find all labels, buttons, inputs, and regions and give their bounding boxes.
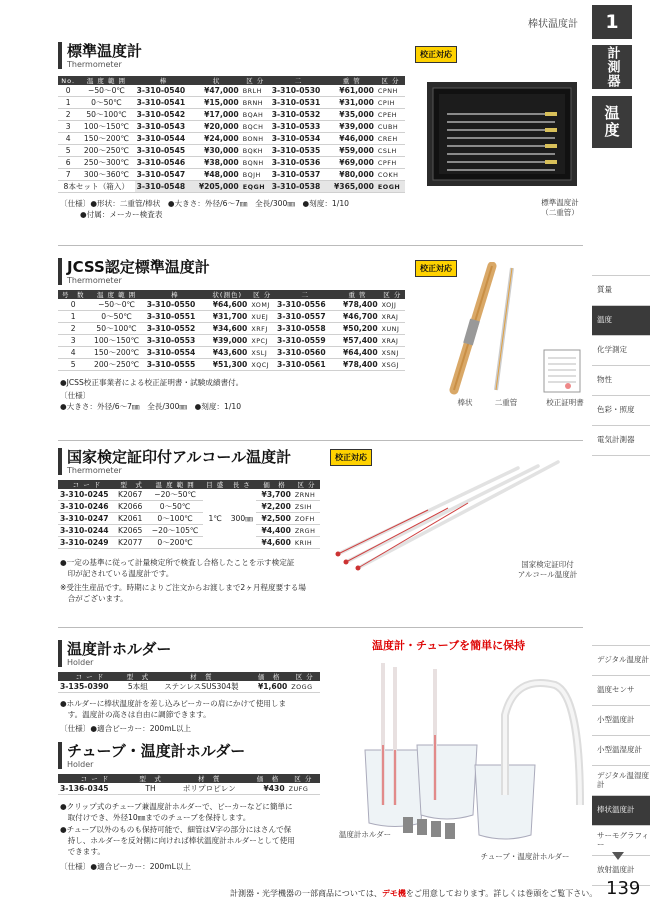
table-cell: 3-310-0550 [145, 299, 205, 311]
side-item[interactable]: 棒状温度計 [592, 796, 650, 826]
table-cell: 0 [58, 85, 78, 97]
table-cell: ¥17,000 [192, 109, 240, 121]
table-cell: ¥46,000 [328, 133, 376, 145]
table-cell: 3-310-0560 [275, 347, 335, 359]
holder-usage-image [355, 655, 585, 855]
table-cell: 3-310-0555 [145, 359, 205, 371]
table-cell: ¥59,000 [328, 145, 376, 157]
table-cell: ¥48,000 [192, 169, 240, 181]
table-cell: 5 [58, 145, 78, 157]
table-cell: 3 [58, 121, 78, 133]
table-cell: 3-310-0552 [145, 323, 205, 335]
page-number: 139 [606, 878, 641, 899]
table-row [58, 359, 405, 371]
table-cell: ¥78,400 [335, 359, 379, 371]
table-cell: 50〜100℃ [78, 109, 134, 121]
table-cell: 3-310-0530 [270, 85, 328, 97]
side-item[interactable]: 小型温度計 [592, 706, 650, 736]
table-cell: 3-310-0551 [145, 311, 205, 323]
table-cell: 4 [58, 347, 88, 359]
side-item[interactable]: 質量 [592, 276, 650, 306]
table-cell: 3-310-0543 [135, 121, 193, 133]
note-line: 取付けでき、外径10㎜までのチューブを保持します。 [60, 813, 251, 822]
table-cell: 2 [58, 323, 88, 335]
table-cell: ¥20,000 [192, 121, 240, 133]
table-cell: 3-310-0553 [145, 335, 205, 347]
side-item[interactable]: 化学測定 [592, 336, 650, 366]
table-cell: 4 [58, 133, 78, 145]
image-caption: 温度計ホルダー [338, 830, 392, 839]
table-cell: 3-310-0537 [270, 169, 328, 181]
table-cell: CREH [376, 133, 405, 145]
table-cell: XSGJ [380, 359, 405, 371]
table-cell: ¥51,300 [205, 359, 249, 371]
spec-line: 〔仕様〕 [60, 391, 91, 400]
table-cell: CUBH [376, 121, 405, 133]
table-cell: 3-310-0561 [275, 359, 335, 371]
table-cell: CPNH [376, 85, 405, 97]
table-cell: 3-310-0556 [275, 299, 335, 311]
table-row [58, 335, 405, 347]
table-cell: 150〜200℃ [78, 133, 134, 145]
table-cell: XSNJ [380, 347, 405, 359]
table-cell: ¥64,400 [335, 347, 379, 359]
table-cell: BONH [241, 133, 270, 145]
tube-holder-table: コ ー ド 型 式 材 質 価 格 区 分 3-136-0345 TH ポリプロピレン ¥430 ZUFG [58, 774, 320, 795]
table-cell: BQNH [241, 157, 270, 169]
spec-line: 〔仕様〕●形状：二重管/棒状 ●大きさ：外径/6〜7㎜ 全長/300㎜ ●刻度：1/10 [60, 199, 349, 208]
spec-line: ●大きさ：外径/6〜7㎜ 全長/300㎜ ●刻度：1/10 [60, 402, 242, 411]
table-cell: ¥38,000 [192, 157, 240, 169]
note-line: 持し、ホルダーを反対側に向ければ棒状温度計ホルダーとして使用 [60, 836, 295, 845]
table-cell: XRAJ [380, 335, 405, 347]
table-row [58, 347, 405, 359]
table-cell: 3-310-0554 [145, 347, 205, 359]
headline: 温度計・チューブを簡単に保持 [372, 639, 526, 652]
table-cell: 100〜150℃ [88, 335, 144, 347]
image-caption: チューブ・温度計ホルダー [480, 852, 570, 861]
table-cell: 3 [58, 335, 88, 347]
table-cell: ¥15,000 [192, 97, 240, 109]
table-cell: 0〜50℃ [78, 97, 134, 109]
note-line: 印が記されている温度計です。 [60, 569, 174, 578]
table-cell: XRAJ [380, 311, 405, 323]
table-cell: ¥34,600 [205, 323, 249, 335]
subcategory-tab[interactable]: 温度 [592, 96, 632, 148]
table-cell: CSLH [376, 145, 405, 157]
table-cell: ¥47,000 [192, 85, 240, 97]
table-cell: XUNJ [380, 323, 405, 335]
table-cell: ¥31,700 [205, 311, 249, 323]
table-cell: 3-310-0540 [135, 85, 193, 97]
table-cell: 250〜300℃ [78, 157, 134, 169]
table-cell: 3-310-0536 [270, 157, 328, 169]
calibration-badge: 校正対応 [415, 46, 457, 63]
side-item[interactable]: 放射温度計 [592, 856, 650, 886]
table-cell: CPEH [376, 109, 405, 121]
table-cell: BRLH [241, 85, 270, 97]
table-cell: −50〜0℃ [88, 299, 144, 311]
table-row [58, 169, 405, 181]
table-cell: 3-310-0557 [275, 311, 335, 323]
image-caption: 二重管 [494, 398, 518, 407]
calibration-badge: 校正対応 [330, 449, 372, 466]
table-cell: ¥64,600 [205, 299, 249, 311]
table-cell: ¥24,000 [192, 133, 240, 145]
table-cell: ¥39,000 [205, 335, 249, 347]
note-line: ※受注生産品です。時期によりご注文からお渡しまで2ヶ月程度要する場 [60, 583, 306, 592]
table-cell: 3-310-0541 [135, 97, 193, 109]
section-title: 標準温度計 Thermometer [58, 42, 142, 69]
note-line: 合がございます。 [60, 594, 128, 603]
table-cell: 1 [58, 97, 78, 109]
side-item[interactable]: 小型温湿度計 [592, 736, 650, 766]
table-cell: 2 [58, 109, 78, 121]
table-cell: CPIH [376, 97, 405, 109]
table-cell: 300〜360℃ [78, 169, 134, 181]
table-row [58, 157, 405, 169]
table-cell: 3-310-0546 [135, 157, 193, 169]
table-cell: BRNH [241, 97, 270, 109]
note-line: ●クリップ式のチューブ兼温度計ホルダーで、ビーカーなどに簡単に [60, 802, 293, 811]
table-cell: 0 [58, 299, 88, 311]
note-line: ●チューブ以外のものも保持可能で、細管はV字の部分にはさんで保 [60, 825, 292, 834]
jcss-thermometer-table: 号 数 温 度 範 囲 棒 状(測色) 区 分 二 重 管 区 分 0 −50〜0℃ 3-310-0550 ¥64,600 XOMJ 3-310-0556 ¥78,400 XOJJ 1 0〜50℃ 3-310-0551 ¥31,700 XUEJ 3-310-0557 ¥46,700 XRAJ 2 50〜100℃ 3-310-0552 ¥34,600 XRFJ 3-310-0558 ¥50,200 XUNJ 3 100〜150℃ 3-310-0553 ¥39,000 XPCJ 3-310-0559 ¥57,400 XRAJ 4 150〜200℃ 3-310-0554 ¥43,600 XSLJ 3-310-0560 ¥64,400 XSNJ 5 200〜250℃ 3-310-0555 ¥51,300 XQCJ 3-310-0561 ¥78,400 XSGJ [58, 290, 405, 371]
table-cell: XPCJ [249, 335, 275, 347]
side-item[interactable]: 色彩・照度 [592, 396, 650, 426]
table-cell: ¥46,700 [335, 311, 379, 323]
table-cell: 3-310-0545 [135, 145, 193, 157]
table-cell: 200〜250℃ [88, 359, 144, 371]
standard-thermometer-table: No. 温 度 範 囲 棒 状 区 分 二 重 管 区 分 0 −50〜0℃ 3-310-0540 ¥47,000 BRLH 3-310-0530 ¥61,000 CPNH 1 0〜50℃ 3-310-0541 ¥15,000 BRNH 3-310-0531 ¥31,000 CPIH 2 50〜100℃ 3-310-0542 ¥17,000 BQAH 3-310-0532 ¥35,000 CPEH 3 100〜150℃ 3-310-0543 ¥20,000 BQCH 3-310-0533 ¥39,000 CUBH 4 150〜200℃ 3-310-0544 ¥24,000 BONH 3-310-0534 ¥46,000 CREH 5 200〜250℃ 3-310-0545 ¥30,000 BQKH 3-310-0535 ¥59,000 CSLH 6 250〜300℃ 3-310-0546 ¥38,000 BQNH 3-310-0536 ¥69,000 CPFH 7 300〜360℃ 3-310-0547 ¥48,000 BQJH 3-310-0537 ¥80,000 COKH 8本セット（箱入） 3-310-0548 ¥205,000 EQGH 3-310-0538 ¥365,000 EOGH [58, 76, 405, 193]
table-cell: BQKH [241, 145, 270, 157]
table-cell: ¥57,400 [335, 335, 379, 347]
table-cell: ¥43,600 [205, 347, 249, 359]
table-cell: ¥78,400 [335, 299, 379, 311]
note-line: す。温度計の高さは自由に調節できます。 [60, 710, 211, 719]
table-cell: BQJH [241, 169, 270, 181]
spec-line: 〔仕様〕●適合ビーカー：200mL以上 [60, 724, 192, 733]
table-cell: XUEJ [249, 311, 275, 323]
table-cell: 3-310-0559 [275, 335, 335, 347]
jcss-thermometer-image [440, 262, 590, 397]
table-cell: XOJJ [380, 299, 405, 311]
note-line: ●一定の基準に従って計量検定所で検査し合格したことを示す検定証 [60, 558, 295, 567]
table-cell: 50〜100℃ [88, 323, 144, 335]
product-caption: 標準温度計 （二重管） [541, 198, 579, 217]
table-cell: COKH [376, 169, 405, 181]
table-cell: ¥50,200 [335, 323, 379, 335]
section-title: JCSS認定標準温度計 Thermometer [58, 258, 210, 285]
table-cell: 3-310-0534 [270, 133, 328, 145]
category-tab[interactable]: 計測器 [592, 45, 632, 89]
table-cell: 3-310-0558 [275, 323, 335, 335]
footer-note: 計測器・光学機器の一部商品については、デモ機をご用意しております。詳しくは巻頭をご覧下さい。 [230, 889, 598, 898]
side-index-bottom [592, 645, 650, 886]
chapter-tab[interactable]: 1 [592, 5, 632, 39]
table-cell: 3-310-0542 [135, 109, 193, 121]
table-cell: 3-310-0532 [270, 109, 328, 121]
table-cell: 100〜150℃ [78, 121, 134, 133]
side-item[interactable]: 温度 [592, 306, 650, 336]
table-cell: 3-310-0547 [135, 169, 193, 181]
header-category: 棒状温度計 [528, 19, 578, 30]
side-item[interactable]: デジタル温度計 [592, 646, 650, 676]
table-row [58, 133, 405, 145]
product-caption: 国家検定証印付 アルコール温度計 [517, 560, 578, 579]
table-row [58, 109, 405, 121]
holder-table: コ ー ド 型 式 材 質 価 格 区 分 3-135-0390 5本組 ステンレスSUS304製 ¥1,600 ZOGG [58, 672, 320, 693]
alcohol-thermometer-table: コ ー ド 型 式 温 度 範 囲 目 盛 長 さ 価 格 区 分 3-310-0245 K2067 −20〜50℃ 1℃ 300㎜ ¥3,700 ZRNH 3-310-0246 K2066 0〜50℃ ¥2,200 ZSIH 3-310-0247 K2061 0〜100℃ ¥2,500 ZOFH 3-310-0244 K2065 −20〜105℃ ¥4,400 ZRGH 3-310-0249 K2077 0〜200℃ ¥4,600 KRIH [58, 480, 320, 549]
table-cell: 3-310-0533 [270, 121, 328, 133]
section-title: 国家検定証印付アルコール温度計 Thermometer [58, 448, 291, 475]
table-cell: 7 [58, 169, 78, 181]
table-cell: 3-310-0531 [270, 97, 328, 109]
table-row [58, 97, 405, 109]
table-cell: BQAH [241, 109, 270, 121]
table-row [58, 299, 405, 311]
side-item[interactable]: 物性 [592, 366, 650, 396]
table-cell: ¥80,000 [328, 169, 376, 181]
side-item[interactable]: デジタル温湿度計 [592, 766, 650, 796]
section-title: チューブ・温度計ホルダー Holder [58, 742, 245, 769]
table-row [58, 145, 405, 157]
image-caption: 棒状 [457, 398, 473, 407]
side-index-top [592, 275, 650, 456]
table-row [58, 323, 405, 335]
spec-line: ●付属：メーカー検査表 [80, 210, 163, 219]
table-cell: ¥69,000 [328, 157, 376, 169]
table-row [58, 85, 405, 97]
table-cell: BQCH [241, 121, 270, 133]
note-line: できます。 [60, 847, 105, 856]
table-cell: −50〜0℃ [78, 85, 134, 97]
table-cell: ¥39,000 [328, 121, 376, 133]
side-item[interactable]: サーモグラフィー [592, 826, 650, 856]
table-cell: 200〜250℃ [78, 145, 134, 157]
side-item[interactable]: 温度センサ [592, 676, 650, 706]
image-caption: 校正証明書 [546, 398, 584, 407]
table-row [58, 311, 405, 323]
table-cell: 150〜200℃ [88, 347, 144, 359]
table-cell: 3-310-0544 [135, 133, 193, 145]
note-line: ●JCSS校正事業者による校正証明書・試験成績書付。 [60, 378, 244, 387]
note-line: ●ホルダーに棒状温度計を差し込みビーカーの肩にかけて使用しま [60, 699, 287, 708]
table-cell: ¥35,000 [328, 109, 376, 121]
table-cell: 5 [58, 359, 88, 371]
table-cell: 1 [58, 311, 88, 323]
table-cell: XRFJ [249, 323, 275, 335]
table-cell: ¥31,000 [328, 97, 376, 109]
table-cell: ¥30,000 [192, 145, 240, 157]
spec-line: 〔仕様〕●適合ビーカー：200mL以上 [60, 862, 192, 871]
table-cell: 6 [58, 157, 78, 169]
table-cell: XOMJ [249, 299, 275, 311]
table-cell: 0〜50℃ [88, 311, 144, 323]
down-arrow-icon[interactable] [612, 852, 624, 860]
table-row [58, 121, 405, 133]
table-cell: ¥61,000 [328, 85, 376, 97]
thermometer-case-image [425, 80, 580, 190]
side-item[interactable]: 電気計測器 [592, 426, 650, 456]
calibration-badge: 校正対応 [415, 260, 457, 277]
table-cell: CPFH [376, 157, 405, 169]
section-title: 温度計ホルダー Holder [58, 640, 171, 667]
table-cell: XSLJ [249, 347, 275, 359]
table-cell: 3-310-0535 [270, 145, 328, 157]
table-cell: XQCJ [249, 359, 275, 371]
